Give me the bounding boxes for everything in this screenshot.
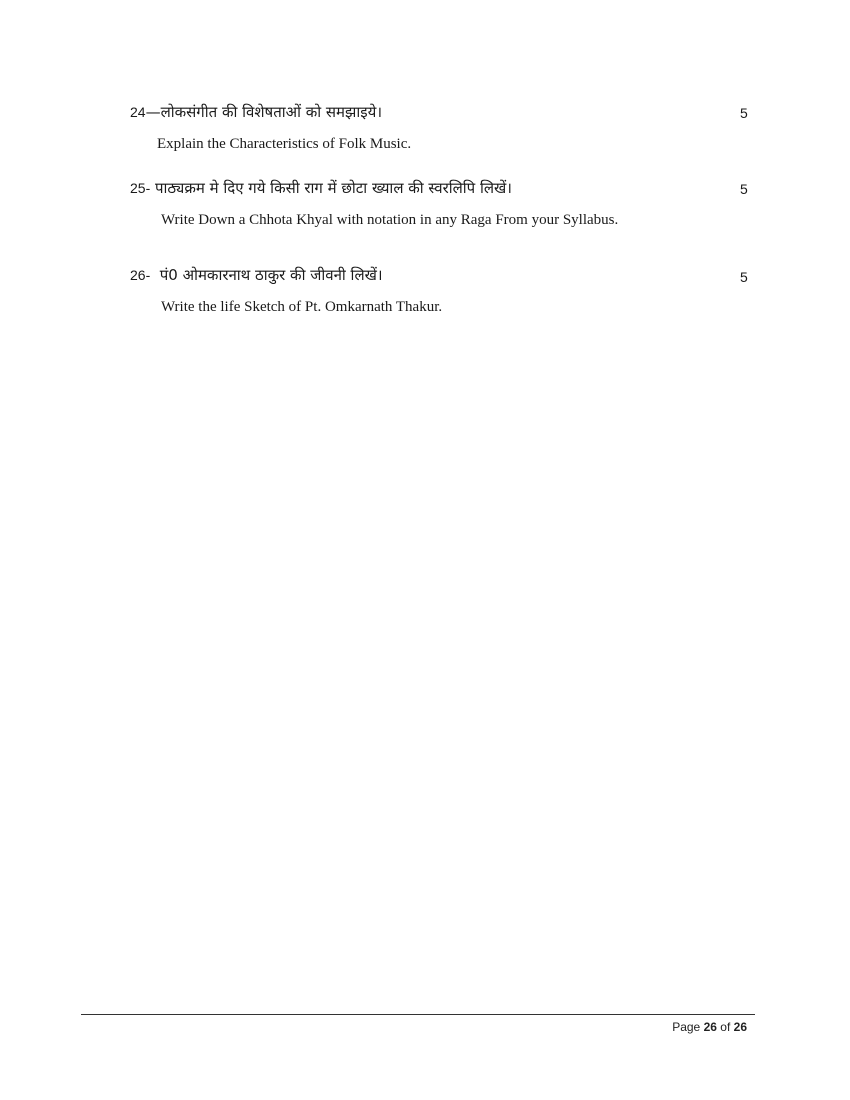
current-page: 26 bbox=[703, 1020, 717, 1034]
question-26-marks: 5 bbox=[740, 269, 748, 285]
question-26-text: पं0 ओमकारनाथ ठाकुर की जीवनी लिखें। bbox=[159, 266, 383, 284]
question-26-number: 26- bbox=[130, 267, 151, 283]
question-24-hindi bbox=[130, 102, 382, 122]
question-24-text: लोकसंगीत की विशेषताओं को समझाइये। bbox=[160, 103, 383, 121]
page-label: Page bbox=[672, 1020, 701, 1034]
question-24-separator: — bbox=[145, 103, 161, 121]
question-25-number: 25- bbox=[130, 180, 151, 196]
question-25-english: Write Down a Chhota Khyal with notation in any Raga From your Syllabus. bbox=[161, 212, 619, 228]
total-pages: 26 bbox=[733, 1020, 747, 1034]
page-number bbox=[672, 1020, 747, 1034]
question-26-english: Write the life Sketch of Pt. Omkarnath Thakur. bbox=[161, 299, 443, 315]
question-26-hindi bbox=[130, 265, 383, 285]
footer-divider bbox=[81, 1014, 755, 1015]
question-24-marks: 5 bbox=[740, 105, 748, 121]
of-label: of bbox=[720, 1020, 731, 1034]
question-25-hindi bbox=[130, 178, 512, 198]
question-24-number: 24 bbox=[130, 104, 146, 120]
question-24-english: Explain the Characteristics of Folk Music. bbox=[157, 136, 412, 152]
question-25-marks: 5 bbox=[740, 181, 748, 197]
question-25-text: पाठ्यक्रम मे दिए गये किसी राग में छोटा ख्याल की स्वरलिपि लिखें। bbox=[155, 179, 512, 197]
question-26-separator bbox=[150, 266, 160, 284]
